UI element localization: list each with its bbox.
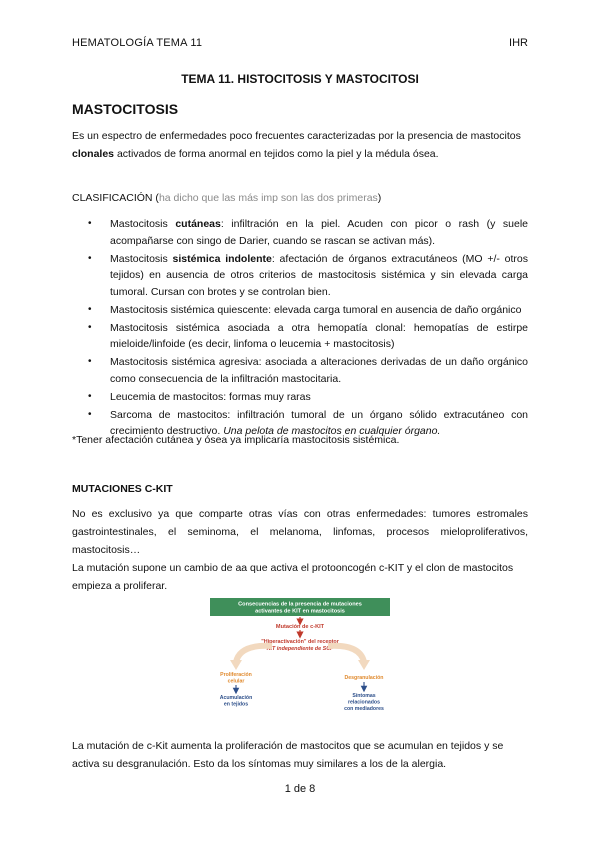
item-bold: sistémica indolente [172, 252, 272, 265]
figure-left1-line2: celular [227, 678, 245, 685]
bullet-marker: • [88, 303, 92, 315]
classification-note: ha dicho que las más imp son las dos primeras [158, 192, 378, 204]
figure-left1-line1: Proliferación [220, 672, 252, 678]
list-item [72, 216, 528, 249]
item-pre: Mastocitosis sistémica agresiva: asociada a alteraciones derivadas de un daño orgánico como consecuencia de la infiltración mastocitaria. [110, 356, 528, 385]
list-item [72, 354, 528, 387]
mutations-paragraph-2: La mutación supone un cambio de aa que activa el protooncogén c-KIT y el clon de mastocitos empieza a proliferar. [72, 562, 514, 592]
intro-text-before: Es un espectro de enfermedades poco frecuentes caracterizadas por la presencia de mastocitos [72, 130, 521, 142]
note-paragraph: *Tener afectación cutánea y ósea ya implicaría mastocitosis sistémica. [72, 434, 400, 446]
list-item [72, 302, 528, 319]
item-pre: Mastocitosis [110, 218, 176, 230]
item-bold: cutáneas [175, 218, 221, 230]
figure-step2-line2: KIT independiente de SCF [266, 646, 334, 652]
classification-label: CLASIFICACIÓN ( [72, 192, 159, 204]
figure-header-line1: Consecuencias de la presencia de mutaciones [238, 601, 362, 608]
figure-right2-line3: con mediadores [344, 706, 384, 712]
item-pre: Mastocitosis sistémica asociada a otra hemopatía clonal: hemopatías de estirpe mieloide/linfoide (es decir, linfoma o leucemia + mastocitosis) [110, 321, 528, 350]
figure-right2-line2: relacionados [347, 699, 381, 706]
list-item [72, 389, 528, 406]
kit-mutation-figure [210, 598, 390, 722]
figure-left2-line2: en tejidos [223, 701, 249, 708]
bullet-marker: • [88, 321, 92, 333]
bullet-marker: • [88, 408, 92, 420]
list-item [72, 320, 528, 353]
bullet-marker: • [88, 252, 92, 264]
closing-paragraph: La mutación de c-Kit aumenta la proliferación de mastocitos que se acumulan en tejidos y se activa su desgranulación. Esto da los síntomas muy similares a los de la alergia. [72, 740, 504, 770]
item-pre: Mastocitosis [110, 252, 173, 265]
bullet-marker: • [88, 218, 92, 229]
figure-step2-line1: "Hiperactivación" del receptor [261, 639, 339, 645]
figure-header-line2: activantes de KIT en mastocitosis [255, 608, 345, 615]
figure-step1: Mutación de c-KIT [275, 624, 325, 630]
curved-arrow-right-head [358, 660, 370, 670]
item-pre: Mastocitosis sistémica quiescente: elevada carga tumoral en ausencia de daño orgánico [110, 303, 522, 316]
bullet-marker: • [88, 356, 92, 367]
item-post: : afectación de órganos extracutáneos (MO +/- otros tejidos) en ausencia de otros criterios de mastocitosis sistémica y sin elevada carga tumoral. Cursan con brotes y se controlan bien. [110, 252, 528, 298]
list-item [72, 251, 528, 301]
curved-arrow-right [328, 646, 364, 662]
header-right: IHR [509, 37, 528, 49]
classification-heading [72, 189, 528, 207]
item-italic: Una pelota de mastocitos en cualquier órgano. [223, 425, 441, 437]
mutations-paragraph-1: No es exclusivo ya que comparte otras vías con otras enfermedades: tumores estromales gastrointestinales, el seminoma, el melanoma, linfomas, procesos mieloproliferativos, mastocitosis… [72, 508, 528, 556]
header-left: HEMATOLOGÍA TEMA 11 [72, 37, 203, 49]
item-post: : infiltración en la piel. Acuden con picor o rash (y suele acompañarse con singo de Darier, cuando se rascan se activan más). [110, 218, 528, 247]
figure-right2-line1: Síntomas [352, 693, 376, 699]
figure-right1: Desgranulación [344, 675, 384, 681]
figure-left2-line1: Acumulación [219, 695, 253, 701]
intro-text-after: activados de forma anormal en tejidos como la piel y la médula ósea. [114, 148, 439, 160]
intro-paragraph [72, 127, 528, 163]
curved-arrow-left [236, 646, 272, 662]
curved-arrow-left-head [230, 660, 242, 670]
section-title: MASTOCITOSIS [72, 101, 179, 117]
item-pre: Sarcoma de mastocitos: infiltración tumoral de un órgano sólido extracutáneo con crecimiento destructivo. [110, 408, 528, 437]
bullet-marker: • [88, 390, 92, 402]
classification-list [72, 216, 528, 441]
item-pre: Leucemia de mastocitos: formas muy raras [110, 390, 311, 403]
mutations-title: MUTACIONES C-KIT [72, 483, 173, 495]
page-title: TEMA 11. HISTOCITOSIS Y MASTOCITOSI [181, 72, 419, 86]
intro-text-bold: clonales [72, 148, 115, 160]
page-number: 1 de 8 [284, 783, 316, 795]
classification-close: ) [377, 192, 382, 204]
